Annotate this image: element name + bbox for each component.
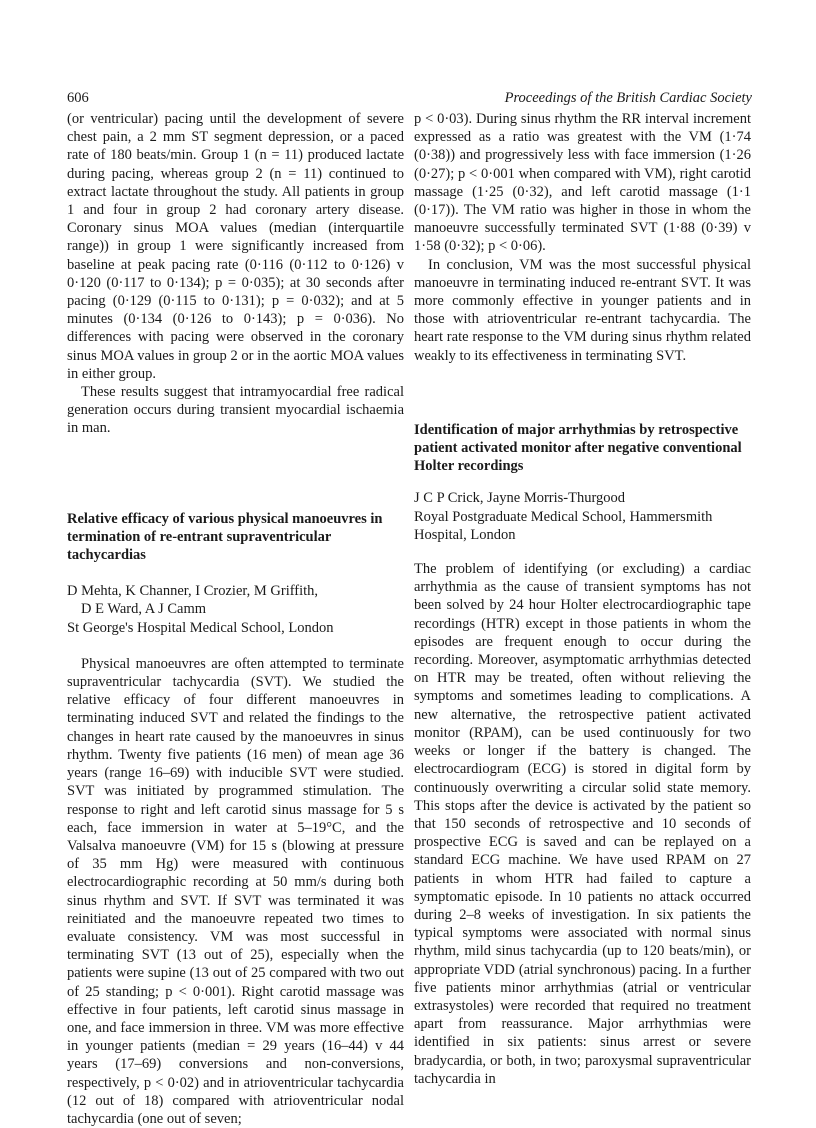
author-block <box>414 489 751 544</box>
authors-continued: D E Ward, A J Camm <box>81 601 207 618</box>
conclusion-paragraph: In conclusion, VM was the most successful physical manoeuvre in terminating induced re-entrant SVT. It was more commonly effective in younger patients and in those with atrioventricular re-entrant tachycardia. The heart rate response to the VM during sinus rhythm related weakly to its effectiveness in terminating SVT. <box>414 256 751 364</box>
author-block <box>67 582 404 637</box>
running-head: Proceedings of the British Cardiac Society <box>504 90 752 106</box>
conclusion-paragraph: These results suggest that intramyocardial free radical generation occurs during transient myocardial ischaemia in man. <box>67 384 404 437</box>
authors: J C P Crick, Jayne Morris-Thurgood <box>414 490 626 507</box>
continued-paragraph: p < 0·03). During sinus rhythm the RR interval increment expressed as a ratio was greatest with the VM (1·74 (0·38)) and progressively less with face immersion (1·26 (0·27); p < 0·001 when compared with VM), right carotid massage (1·25 (0·32), and left carotid massage (1·1 (0·17)). The VM ratio was higher in those in whom the manoeuvre successfully terminated SVT (1·88 (0·39) v 1·58 (0·32); p < 0·06). <box>414 111 751 255</box>
continued-paragraph: (or ventricular) pacing until the development of severe chest pain, a 2 mm ST segment depression, or a paced rate of 180 beats/min. Group 1 (n = 11) produced lactate during pacing, whereas group 2 (n = 11) continued to extract lactate throughout the study. All patients in group 1 and four in group 2 had coronary artery disease. Coronary sinus MOA values (median (interquartile range)) in group 1 were significantly increased from baseline at peak pacing rate (0·116 (0·112 to 0·126) v 0·120 (0·117 to 0·134); p = 0·035); at 30 seconds after pacing (0·129 (0·115 to 0·131); p = 0·032); and at 5 minutes (0·134 (0·126 to 0·143); p = 0·036). No differences with pacing were observed in the coronary sinus MOA values in group 2 or in the aortic MOA values in either group. <box>67 111 404 382</box>
right-column <box>414 110 751 1088</box>
abstract-title: Relative efficacy of various physical manoeuvres in termination of re-entrant supraventricular tachycardias <box>67 510 383 564</box>
page-number: 606 <box>67 90 89 106</box>
abstract-body: The problem of identifying (or excluding) a cardiac arrhythmia as the cause of transient symptoms has not been solved by 24 hour Holter electrocardiographic tape recordings (HTR) except in those patients in whom the episodes are frequent enough to occur during the recording. Moreover, asymptomatic arrhythmias detected on HTR may be treated, often without relieving the symptoms and sometimes leading to complications. A new alternative, the retrospective patient activated monitor (RPAM), can be used continuously for two weeks or longer if the battery is changed. The electrocardiogram (ECG) is stored in digital form by continuously overwriting a circular solid state memory. This stops after the device is activated by the patient so that 150 seconds of retrospective and 10 seconds of prospective ECG is saved and can be replayed on a standard ECG machine. We have used RPAM on 27 patients in whom HTR had failed to capture a symptomatic episode. In 10 patients no attack occurred during 2–8 weeks of investigation. In six patients the typical symptoms were associated with normal sinus rhythm, mild sinus tachycardia (up to 120 beats/min), or appropriate VDD (atrial synchronous) pacing. In a further five patients minor arrhythmias (atrial or ventricular extrasystoles) were recorded that required no treatment apart from reassurance. Major arrhythmias were identified in six patients: sinus arrest or severe bradycardia, or both, in two; paroxysmal supraventricular tachycardia in <box>414 561 751 1087</box>
abstract-body: Physical manoeuvres are often attempted to terminate supraventricular tachycardia (SVT). We studied the relative efficacy of four different manoeuvres in terminating induced SVT and related the findings to the changes in heart rate caused by the manoeuvres in sinus rhythm. Twenty five patients (16 men) of mean age 36 years (range 16–69) with inducible SVT were studied. SVT was initiated by programmed stimulation. The response to right and left carotid sinus massage for 5 s each, face immersion in water at 5–19°C, and the Valsalva manoeuvre (VM) for 15 s (blowing at pressure of 35 mm Hg) were measured with continuous electrocardiographic recording at 50 mm/s during both sinus rhythm and SVT. If SVT was terminated it was reinitiated and the manoeuvre repeated two times to evaluate consistency. VM was most successful in terminating SVT (13 out of 25), especially when the patients were supine (13 out of 25 compared with two out of 25 standing; p < 0·001). Right carotid massage was effective in four patients, left carotid sinus massage in one, and face immersion in three. VM was more effective in younger patients (median = 29 years (16–44) v 44 years (17–69) conversions and non-conversions, respectively, p < 0·02) and in atrioventricular tachycardia (12 out of 18) compared with atrioventricular nodal tachycardia (one out of seven; <box>67 655 404 1127</box>
left-column <box>67 110 404 1128</box>
affiliation: St George's Hospital Medical School, London <box>67 619 334 636</box>
affiliation: Royal Postgraduate Medical School, Hammersmith Hospital, London <box>414 508 713 543</box>
authors: D Mehta, K Channer, I Crozier, M Griffith, <box>67 583 319 600</box>
abstract-title: Identification of major arrhythmias by retrospective patient activated monitor after negative conventional Holter recordings <box>414 421 742 475</box>
